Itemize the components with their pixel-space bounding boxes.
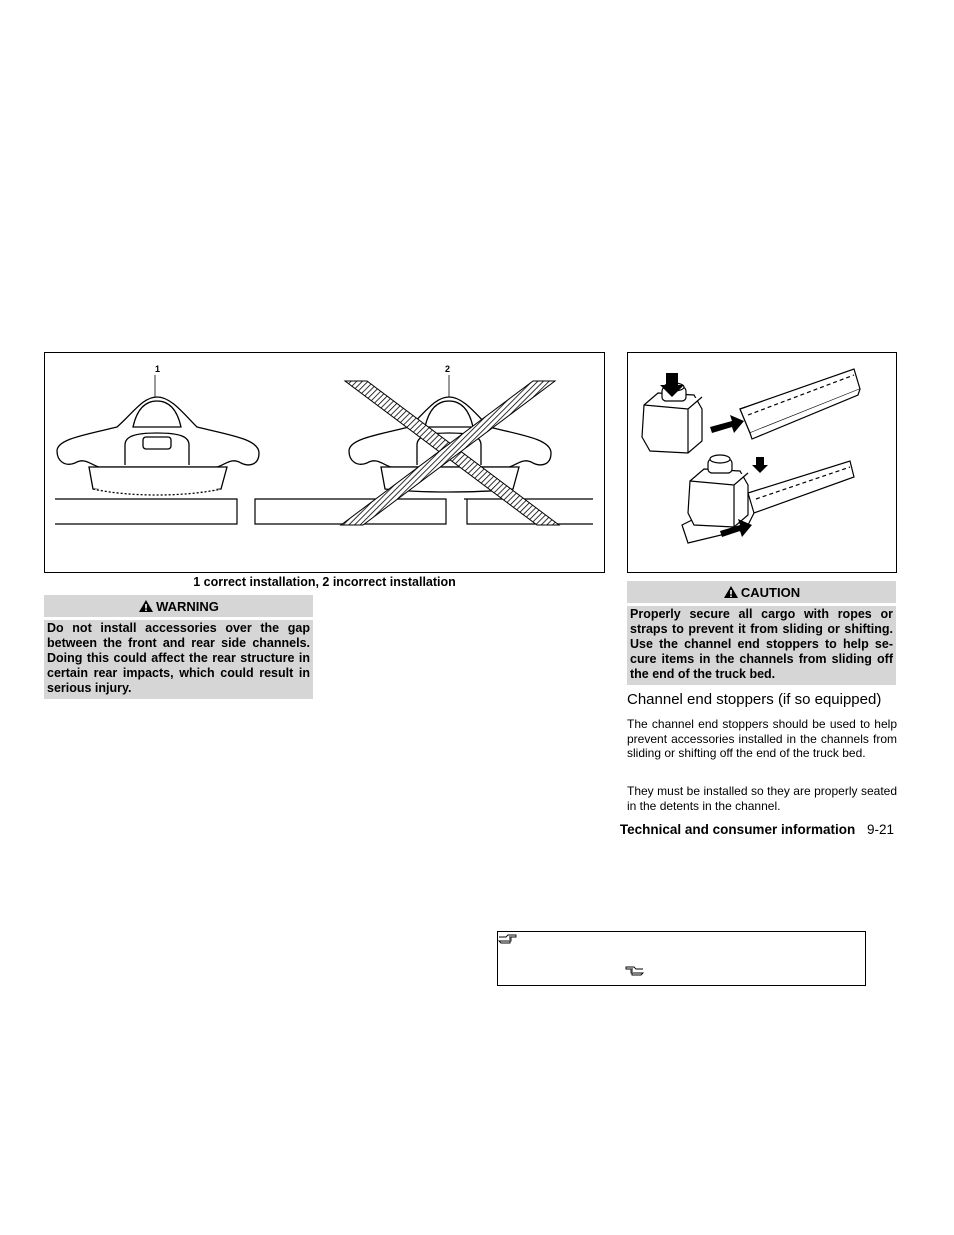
tie-down-cleat-correct <box>57 397 259 495</box>
section-paragraph-1: The channel end stoppers should be used to help prevent accessories installed in the channels from sliding or shifting off the end of the truck bed. <box>627 717 897 761</box>
footer-section-title: Technical and consumer information <box>619 822 856 837</box>
figure-installation <box>44 352 605 573</box>
installation-illustration <box>45 353 604 572</box>
figure-caption: 1 correct installation, 2 incorrect installation <box>193 575 456 589</box>
callout-1: 1 <box>155 364 161 374</box>
warning-header <box>44 595 313 617</box>
caution-header <box>627 581 896 603</box>
note-box <box>497 931 866 986</box>
caution-title: CAUTION <box>740 584 801 600</box>
page-footer <box>620 822 894 837</box>
end-stopper-lower <box>688 455 748 527</box>
section-heading: Channel end stoppers (if so equipped) <box>627 691 882 708</box>
warning-triangle-icon <box>138 599 154 613</box>
page-number: 9-21 <box>866 822 894 837</box>
warning-title: WARNING <box>156 598 219 614</box>
warning-triangle-icon <box>723 585 739 599</box>
caution-text: Properly secure all cargo with ropes or straps to prevent it from sliding or shifting. Use the channel end stoppers to help se-cure items in the channels from sliding off the end of the truck bed. <box>627 606 896 685</box>
caution-notice <box>627 581 896 685</box>
arrow-down-icon <box>752 457 768 473</box>
pointing-hand-right-icon <box>498 933 518 945</box>
warning-notice <box>44 595 313 699</box>
arrow-right-icon <box>710 415 744 433</box>
figure-channel-end-stoppers <box>627 352 897 573</box>
callout-2: 2 <box>445 364 451 374</box>
end-stopper-illustration <box>628 353 896 572</box>
warning-text: Do not install accessories over the gap between the front and rear side channels. Doing this could affect the rear structure in certain rear impacts, which could result in serious injury. <box>44 620 313 699</box>
pointing-hand-left-icon <box>624 965 644 977</box>
section-paragraph-2: They must be installed so they are properly seated in the detents in the channel. <box>627 784 897 813</box>
